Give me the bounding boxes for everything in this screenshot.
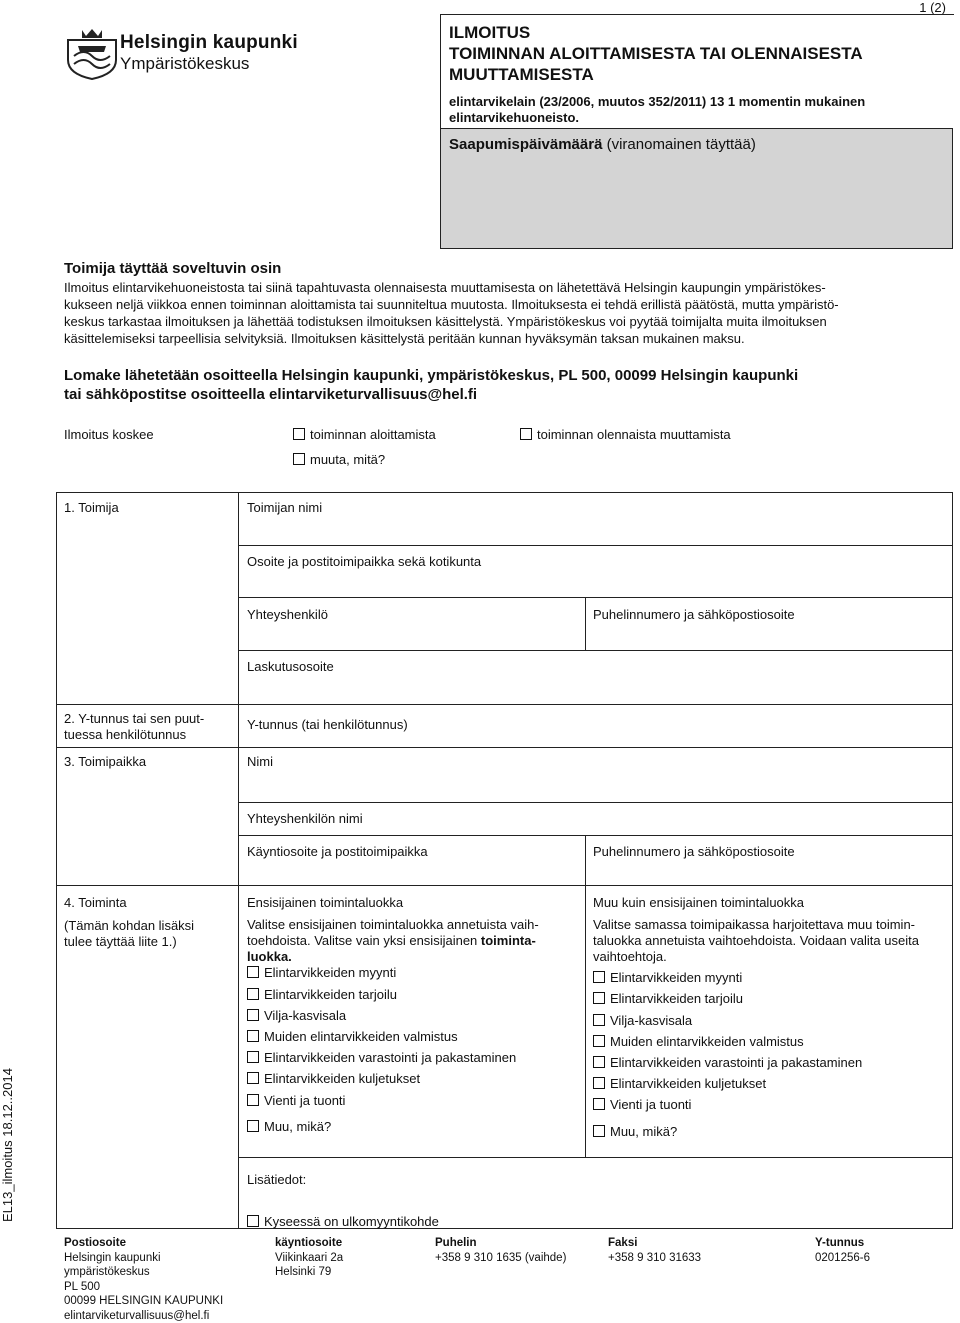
cell-divider xyxy=(585,597,586,650)
row-divider xyxy=(238,802,953,803)
primary-option[interactable] xyxy=(247,987,397,1002)
arrival-date-label xyxy=(449,136,756,153)
option-label: Elintarvikkeiden kuljetukset xyxy=(610,1076,766,1091)
arrival-label-rest: (viranomainen täyttää) xyxy=(602,136,755,153)
section-1-label: 1. Toimija xyxy=(64,500,119,516)
checkbox-icon[interactable] xyxy=(593,1056,605,1068)
operator-name-field[interactable]: Toimijan nimi xyxy=(247,500,322,516)
footer-line: Viikinkaari 2a xyxy=(275,1251,343,1266)
option-label: toiminnan olennaista muuttamista xyxy=(537,427,731,442)
footer-heading: Y-tunnus xyxy=(815,1236,870,1251)
form-title-line2: TOIMINNAN ALOITTAMISESTA TAI OLENNAISESTA xyxy=(449,43,863,64)
checkbox-icon[interactable] xyxy=(247,1009,259,1021)
option-label: Vilja-kasvisala xyxy=(610,1013,692,1028)
other-desc-line: taluokka annetuista vaihtoehdoista. Voidaan valita useita xyxy=(593,933,919,949)
checkbox-icon[interactable] xyxy=(520,428,532,440)
address-field[interactable]: Osoite ja postitoimipaikka sekä kotikunta xyxy=(247,554,481,570)
helsinki-crest-icon xyxy=(64,26,124,80)
footer-business-id xyxy=(815,1236,870,1265)
option-label: Elintarvikkeiden myynti xyxy=(264,965,396,980)
intro-line: kukseen neljä viikkoa ennen toiminnan aloittamista tai suunniteltua muutosta. Ilmoituksesta ei tehdä erillistä päätöstä, mutta ympäristö- xyxy=(64,296,894,313)
checkbox-icon[interactable] xyxy=(247,1051,259,1063)
primary-option[interactable] xyxy=(247,1029,458,1044)
law-reference xyxy=(449,94,949,126)
option-label: Muu, mikä? xyxy=(264,1119,331,1134)
row-divider xyxy=(56,704,953,705)
row-divider xyxy=(56,885,953,886)
footer-visit xyxy=(275,1236,343,1280)
row-divider xyxy=(238,1157,953,1158)
primary-desc-bold: toiminta- xyxy=(481,933,536,948)
primary-class-desc xyxy=(247,917,539,965)
form-title-line3: MUUTTAMISESTA xyxy=(449,64,863,85)
other-class-desc xyxy=(593,917,919,965)
contact-person-field[interactable]: Yhteyshenkilö xyxy=(247,607,328,623)
primary-desc-line xyxy=(247,949,539,965)
other-desc-line: Valitse samassa toimipaikassa harjoitettava muu toimin- xyxy=(593,917,919,933)
intro-line: käsittelemiseksi tarpeellisia selvityksiä. Ilmoituksen käsittelystä peritään kunnan hyväksymän taksan mukainen maksu. xyxy=(64,330,894,347)
footer-line: Helsingin kaupunki xyxy=(64,1251,223,1266)
footer-heading: käyntiosoite xyxy=(275,1236,343,1251)
law-reference-line1: elintarvikelain (23/2006, muutos 352/2011) 13 1 momentin mukainen xyxy=(449,94,949,110)
primary-option[interactable] xyxy=(247,1093,345,1108)
option-label: Elintarvikkeiden kuljetukset xyxy=(264,1071,420,1086)
section-2-label-line: tuessa henkilötunnus xyxy=(64,727,204,743)
send-line1: Lomake lähetetään osoitteella Helsingin kaupunki, ympäristökeskus, PL 500, 00099 Helsingin kaupunki xyxy=(64,366,904,385)
checkbox-icon[interactable] xyxy=(247,1030,259,1042)
intro-paragraph xyxy=(64,279,894,347)
concerns-label: Ilmoitus koskee xyxy=(64,427,154,443)
footer-heading: Postiosoite xyxy=(64,1236,223,1251)
checkbox-icon[interactable] xyxy=(593,1077,605,1089)
site-name-field[interactable]: Nimi xyxy=(247,754,273,770)
cell-divider xyxy=(585,885,586,1157)
section-4-note-line: (Tämän kohdan lisäksi xyxy=(64,918,194,934)
page-number: 1 (2) xyxy=(919,0,946,15)
form-title xyxy=(449,22,863,85)
checkbox-icon[interactable] xyxy=(293,428,305,440)
primary-option[interactable] xyxy=(247,1119,331,1134)
option-label: Vilja-kasvisala xyxy=(264,1008,346,1023)
checkbox-icon[interactable] xyxy=(247,1120,259,1132)
logo-city-name: Helsingin kaupunki xyxy=(120,32,298,54)
option-label: Vienti ja tuonti xyxy=(264,1093,345,1108)
checkbox-icon[interactable] xyxy=(247,1215,259,1227)
footer-line: +358 9 310 1635 (vaihde) xyxy=(435,1251,566,1266)
additional-info-field[interactable]: Lisätiedot: xyxy=(247,1172,306,1188)
send-line2: tai sähköpostitse osoitteella elintarviketurvallisuus@hel.fi xyxy=(64,385,904,404)
checkbox-icon[interactable] xyxy=(247,1072,259,1084)
other-option[interactable] xyxy=(593,991,743,1006)
concerns-option-start[interactable] xyxy=(293,427,436,442)
document-code: EL13_ilmoitus 18.12..2014 xyxy=(0,1068,15,1222)
intro-line: Ilmoitus elintarvikehuoneistosta tai siinä tapahtuvasta olennaisesta muuttamisesta on lähetettävä Helsingin kaupungin ympäristökes- xyxy=(64,279,894,296)
other-option[interactable] xyxy=(593,1013,692,1028)
form-border-bottom xyxy=(56,1228,953,1229)
cell-divider xyxy=(585,835,586,885)
section-4-note-line: tulee täyttää liite 1.) xyxy=(64,934,194,950)
option-label: Elintarvikkeiden myynti xyxy=(610,970,742,985)
primary-desc-line xyxy=(247,933,539,949)
option-label: Elintarvikkeiden varastointi ja pakastaminen xyxy=(264,1050,516,1065)
option-label: Vienti ja tuonti xyxy=(610,1097,691,1112)
checkbox-icon[interactable] xyxy=(293,453,305,465)
section-3-label: 3. Toimipaikka xyxy=(64,754,146,770)
checkbox-icon[interactable] xyxy=(593,1014,605,1026)
checkbox-icon[interactable] xyxy=(247,966,259,978)
outdoor-sales-option[interactable] xyxy=(247,1214,439,1229)
footer-line: 0201256-6 xyxy=(815,1251,870,1266)
primary-option[interactable] xyxy=(247,1071,420,1086)
arrival-label-bold: Saapumispäivämäärä xyxy=(449,136,602,153)
row-divider xyxy=(56,747,953,748)
option-label: toiminnan aloittamista xyxy=(310,427,436,442)
form-border-right xyxy=(952,492,953,1228)
other-class-title: Muu kuin ensisijainen toimintaluokka xyxy=(593,895,804,911)
checkbox-icon[interactable] xyxy=(593,971,605,983)
option-label: Elintarvikkeiden varastointi ja pakastaminen xyxy=(610,1055,862,1070)
row-divider xyxy=(238,545,953,546)
primary-option[interactable] xyxy=(247,1008,346,1023)
other-option[interactable] xyxy=(593,970,742,985)
checkbox-icon[interactable] xyxy=(593,1035,605,1047)
other-option[interactable] xyxy=(593,1034,804,1049)
section-4-note xyxy=(64,918,194,950)
footer-phone xyxy=(435,1236,566,1265)
option-label: muuta, mitä? xyxy=(310,452,385,467)
footer-line: elintarviketurvallisuus@hel.fi xyxy=(64,1309,223,1323)
send-instructions xyxy=(64,366,904,404)
option-label: Elintarvikkeiden tarjoilu xyxy=(610,991,743,1006)
logo-department: Ympäristökeskus xyxy=(120,54,249,74)
other-option[interactable] xyxy=(593,1097,691,1112)
site-contact-field[interactable]: Yhteyshenkilön nimi xyxy=(247,811,363,827)
primary-desc-text: toehdoista. Valitse vain yksi ensisijainen xyxy=(247,933,481,948)
checkbox-icon[interactable] xyxy=(593,1125,605,1137)
checkbox-icon[interactable] xyxy=(247,1094,259,1106)
option-label: Muu, mikä? xyxy=(610,1124,677,1139)
billing-address-field[interactable]: Laskutusosoite xyxy=(247,659,334,675)
form-divider-col1 xyxy=(238,492,239,1228)
checkbox-icon[interactable] xyxy=(593,1098,605,1110)
checkbox-icon[interactable] xyxy=(247,988,259,1000)
footer-line: Helsinki 79 xyxy=(275,1265,343,1280)
checkbox-icon[interactable] xyxy=(593,992,605,1004)
primary-desc-line: Valitse ensisijainen toimintaluokka annetuista vaih- xyxy=(247,917,539,933)
primary-option[interactable] xyxy=(247,1050,516,1065)
footer-fax xyxy=(608,1236,701,1265)
footer-line: PL 500 xyxy=(64,1280,223,1295)
other-option[interactable] xyxy=(593,1055,862,1070)
footer-line: ympäristökeskus xyxy=(64,1265,223,1280)
option-label: Elintarvikkeiden tarjoilu xyxy=(264,987,397,1002)
concerns-option-other[interactable] xyxy=(293,452,385,467)
section-2-label-line: 2. Y-tunnus tai sen puut- xyxy=(64,711,204,727)
primary-class-title: Ensisijainen toimintaluokka xyxy=(247,895,403,911)
footer-postal xyxy=(64,1236,223,1323)
phone-email-field[interactable]: Puhelinnumero ja sähköpostiosoite xyxy=(593,607,795,623)
option-label: Kyseessä on ulkomyyntikohde xyxy=(264,1214,439,1229)
footer-line: +358 9 310 31633 xyxy=(608,1251,701,1266)
intro-line: keskus tarkastaa ilmoituksen ja lähettää todistuksen ilmoituksen käsittelystä. Ympäristökeskus voi pyytää toimijalta muita ilmoituksen xyxy=(64,313,894,330)
other-option[interactable] xyxy=(593,1076,766,1091)
option-label: Muiden elintarvikkeiden valmistus xyxy=(264,1029,458,1044)
concerns-option-change[interactable] xyxy=(520,427,731,442)
footer-heading: Faksi xyxy=(608,1236,701,1251)
primary-option[interactable] xyxy=(247,965,396,980)
other-option[interactable] xyxy=(593,1124,677,1139)
row-divider xyxy=(238,835,953,836)
row-divider xyxy=(238,650,953,651)
form-border-top xyxy=(56,492,953,493)
section-title: Toimija täyttää soveltuvin osin xyxy=(64,260,281,277)
footer-line: 00099 HELSINGIN KAUPUNKI xyxy=(64,1294,223,1309)
footer-heading: Puhelin xyxy=(435,1236,566,1251)
section-2-label xyxy=(64,711,204,743)
row-divider xyxy=(238,597,953,598)
other-desc-line: vaihtoehtoja. xyxy=(593,949,919,965)
form-title-line1: ILMOITUS xyxy=(449,22,863,43)
option-label: Muiden elintarvikkeiden valmistus xyxy=(610,1034,804,1049)
primary-desc-bold: luokka. xyxy=(247,949,292,964)
business-id-field[interactable]: Y-tunnus (tai henkilötunnus) xyxy=(247,717,408,733)
form-border-left xyxy=(56,492,57,1228)
site-address-field[interactable]: Käyntiosoite ja postitoimipaikka xyxy=(247,844,428,860)
section-4-label: 4. Toiminta xyxy=(64,895,127,911)
site-phone-email-field[interactable]: Puhelinnumero ja sähköpostiosoite xyxy=(593,844,795,860)
law-reference-line2: elintarvikehuoneisto. xyxy=(449,110,949,126)
